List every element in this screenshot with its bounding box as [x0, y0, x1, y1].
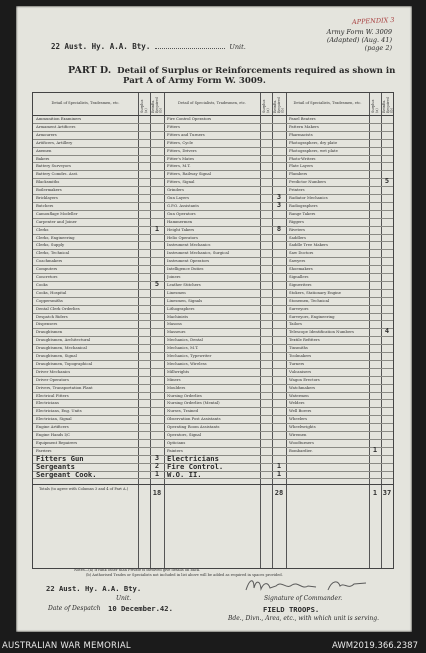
note-b: (b) Authorised Trades or Specialists not included in list above will be added as required in spaces provided.	[86, 572, 283, 577]
row-label: Driver Mechanics	[36, 368, 71, 374]
date-label: Date of Despatch	[48, 605, 101, 612]
row-label: Height Takers	[167, 226, 195, 232]
row-label: Fitters, Cycle	[167, 139, 193, 145]
row-label: Concretors	[36, 274, 58, 279]
row-label: Joiners	[167, 274, 181, 279]
row-label: Masseurs	[167, 329, 186, 335]
row-label: Turners	[289, 360, 305, 366]
row-label: Sawyers	[289, 258, 306, 264]
row-label: Artificers, Artillery	[36, 139, 73, 145]
row-label: Lithographers	[167, 305, 195, 311]
row-label: Hammermen	[167, 218, 193, 224]
row-label: Instrument Mechanics	[167, 242, 211, 248]
row-label: Linesmen, Signals	[167, 297, 203, 303]
row-label: Saw Doctors	[289, 250, 314, 256]
row-label: Mechanics, Typewriter	[167, 353, 212, 358]
typed-trade: Electricians	[167, 453, 219, 463]
row-label: Draughtsmen, Mechanical	[36, 345, 87, 351]
row-label: Operators, Signal	[167, 432, 202, 437]
date-value: 10 December.42.	[108, 604, 173, 613]
row-label: Wheelwrights	[289, 424, 316, 430]
row-label: Coachmakers	[36, 258, 63, 264]
row-label: Battery Comdrs. Asst.	[36, 171, 79, 177]
row-label: Ammunition Examiners	[36, 116, 82, 121]
row-label: Stokers, Stationary Engine	[289, 289, 341, 295]
row-label: Fitters	[167, 123, 180, 129]
row-label: Moulders	[167, 384, 186, 390]
row-label: Draughtsmen	[36, 329, 63, 335]
archive-reference: AWM2019.366.2387	[332, 641, 418, 651]
row-label: Mechanics, Wireless	[167, 360, 207, 366]
title-line-2: Part A of Army Form W. 3009.	[123, 76, 266, 86]
row-label: Fitter's Mates	[167, 155, 195, 161]
row-label: Welders	[289, 400, 305, 406]
row-label: Electricians, Eng. Units	[36, 408, 82, 414]
typed-reinforcements: 1	[276, 461, 282, 470]
row-label: Watermen	[289, 392, 309, 398]
row-label: Machinists	[167, 313, 189, 319]
form-ref-line: Army Form W. 3009	[326, 28, 392, 36]
form-ref-line: (Adapted) (Aug. 41)	[326, 36, 392, 44]
column-header-specialists: Detail of Specialists, Tradesmen, etc.	[51, 101, 120, 105]
row-label: Draughtsmen, Topographical	[36, 360, 93, 366]
gun-layers-reinforcements: 3	[276, 193, 282, 201]
row-label: Helio Operators	[167, 234, 198, 240]
row-label: Stonemen, Technical	[289, 297, 330, 303]
row-label: Printers	[289, 187, 305, 193]
row-label: Leather Stitchers	[167, 281, 201, 287]
row-label: Observation Post Assistants	[167, 416, 221, 422]
typed-reinforcements: 1	[154, 469, 160, 478]
clerks-reinforcements: 1	[154, 224, 160, 233]
row-label: Nurses, Trained	[167, 408, 199, 414]
row-label: Engine Hands I/C	[36, 432, 71, 437]
total-value: 18	[152, 489, 162, 498]
row-label: Masons	[167, 321, 182, 327]
row-label: Computers	[36, 266, 58, 272]
row-label: Coppersmiths	[36, 297, 63, 303]
row-label: Nursing Orderlies	[167, 392, 202, 398]
telescope-numbers-reinforcements: 4	[384, 327, 390, 336]
row-label: Bombardier.	[289, 447, 313, 453]
unit-label: Unit.	[229, 43, 246, 51]
bombardier-surplus: 1	[372, 445, 378, 454]
signature-label: Signature of Commander.	[264, 595, 343, 602]
appendix-annotation: APPENDIX 3	[351, 15, 395, 27]
row-label: Gun Operators	[167, 210, 196, 216]
row-label: Farriers	[36, 447, 52, 453]
form-ref-line: (page 2)	[364, 44, 392, 52]
column-header-surplus: Surplus (a)	[371, 99, 379, 113]
row-label: Instrument Mechanics, Surgical	[167, 250, 229, 256]
title-line-1: Detail of Surplus or Reinforcements required as shown in	[117, 66, 396, 76]
row-label: Well Borers	[289, 408, 312, 414]
row-label: Shoemakers	[289, 266, 313, 272]
row-label: Armament Artificers	[36, 123, 76, 129]
row-label: Telescope Identification Numbers	[289, 329, 354, 335]
row-label: Surveyors	[289, 305, 309, 311]
row-label: Armourers	[36, 131, 57, 137]
typed-reinforcements: 1	[276, 469, 282, 478]
row-label: Carpenter and Joiner	[36, 218, 77, 224]
row-label: Despatch Riders	[36, 313, 68, 319]
row-label: Fitters, Railway Signal	[167, 171, 211, 177]
row-label: Instrument Operators	[167, 258, 210, 264]
row-label: Predictor Numbers	[289, 179, 327, 185]
note-a: Notes—(a) If rank other than Private is involved give details on back.	[74, 568, 201, 572]
row-label: Bricklayers	[36, 195, 58, 200]
row-label: Boilermakers	[36, 187, 62, 193]
row-label: Miners	[167, 376, 181, 382]
row-label: Toolmakers	[289, 353, 312, 358]
height-takers-reinforcements: 8	[276, 224, 282, 233]
row-label: Fire Control Operators	[167, 116, 212, 121]
row-label: Cooks	[36, 281, 48, 287]
row-label: Draughtsmen, Signal	[36, 353, 77, 358]
row-label: Painters	[167, 447, 183, 453]
unit-line	[51, 42, 246, 51]
row-label: Clerks, Technical	[36, 250, 70, 256]
row-label: Electrician, Signal	[36, 416, 72, 422]
row-label: Fitters, Drivers	[167, 147, 197, 153]
row-label: Radiographers	[289, 202, 318, 208]
column-header-reinforcements: Reinfts. Required (b)	[382, 97, 394, 113]
row-label: G.P.O. Assistants	[167, 202, 199, 208]
row-label: Blacksmiths	[36, 179, 60, 185]
row-label: Plumbers	[289, 171, 308, 177]
row-label: Dispensers	[36, 321, 58, 327]
row-label: Clerks	[36, 226, 49, 232]
row-label: Pharmacists	[289, 131, 313, 137]
row-label: Axemen	[36, 147, 52, 153]
specialists-table	[32, 92, 394, 569]
row-label: Saddle Tree Makers	[289, 242, 328, 248]
typed-reinforcements: 2	[154, 461, 160, 470]
footer-unit-label: Unit.	[116, 595, 132, 602]
part-title	[68, 66, 398, 86]
row-label: Watchmakers	[289, 384, 316, 390]
row-label: Butchers	[36, 202, 54, 208]
row-label: Tinsmiths	[289, 345, 308, 351]
row-label: Bakers	[36, 155, 50, 161]
typed-trade: Fire Control.	[167, 461, 224, 471]
column-header-surplus: Surplus (a)	[140, 99, 148, 113]
footer-unit-value: 22 Aust. Hy. A.A. Bty.	[46, 584, 142, 593]
row-label: Nursing Orderlies (Mental)	[167, 400, 220, 406]
typed-reinforcements: 3	[154, 453, 160, 462]
commander-signature	[242, 576, 372, 596]
column-header-specialists: Detail of Specialists, Tradesmen, etc.	[293, 101, 362, 105]
row-label: Surveyors, Engineering	[289, 313, 335, 319]
part-label: PART D.	[68, 65, 112, 76]
total-value: 1	[372, 489, 378, 498]
row-label: Fitters, M.T.	[167, 163, 191, 169]
row-label: Dental Clerk Orderlies	[36, 305, 80, 311]
form-reference	[327, 28, 392, 52]
column-header-reinforcements: Reinfts. Required (b)	[273, 97, 285, 113]
cooks-reinforcements: 5	[154, 279, 160, 288]
row-label: Wagon Erectors	[289, 376, 320, 382]
form-sheet	[16, 6, 412, 632]
row-label: Tailors	[289, 321, 302, 327]
row-label: Grinders	[167, 187, 184, 193]
column-divider	[164, 93, 165, 568]
row-label: Range Takers	[289, 210, 316, 216]
row-label: Photo-Writers	[289, 155, 316, 161]
row-divider	[33, 478, 393, 479]
row-label: Pattern Makers	[289, 123, 319, 129]
row-label: Electrical Fitters	[36, 392, 69, 398]
row-label: Wiremen	[289, 432, 307, 437]
row-label: Panel Beaters	[289, 116, 316, 121]
row-label: Gun Layers	[167, 195, 190, 200]
row-label: Driver Operators	[36, 376, 69, 382]
column-header-reinforcements: Reinfts. Required (b)	[151, 97, 163, 113]
typed-trade: Fitters Gun	[36, 453, 84, 463]
row-label: Fitters, Signal	[167, 179, 195, 185]
totals-divider	[33, 484, 393, 485]
row-label: Battery Surveyors	[36, 163, 71, 169]
row-label: Mechanics, M.T.	[167, 345, 199, 351]
row-label: Photographers, wet plate	[289, 147, 338, 153]
total-value: 28	[274, 489, 284, 498]
row-label: Cooks, Hospital	[36, 289, 67, 295]
archive-caption: AUSTRALIAN WAR MEMORIAL	[2, 641, 131, 651]
row-label: Operating Room Assistants	[167, 424, 220, 430]
row-label: Draughtsmen, Architectural	[36, 337, 91, 343]
row-label: Wheelers	[289, 416, 308, 422]
row-label: Millwrights	[167, 368, 190, 374]
totals-label: Totals (to agree with Columns 3 and 4 of Part A.)	[39, 487, 129, 492]
row-label: Saddlers	[289, 234, 306, 240]
typed-trade: Sergeants	[36, 461, 75, 471]
row-label: Mechanics, Dental	[167, 337, 203, 343]
row-label: Camouflage Modeller	[36, 210, 78, 216]
row-label: Fitters and Turners	[167, 131, 205, 137]
row-label: Drivers, Transportation Plant	[36, 384, 93, 390]
unit-value: 22 Aust. Hy. A.A. Bty.	[51, 42, 151, 51]
row-label: Vulcanisers	[289, 368, 312, 374]
row-label: Signwriters	[289, 281, 312, 287]
area-value: FIELD TROOPS.	[263, 605, 320, 614]
row-label: Clerks, Engineering	[36, 234, 75, 240]
row-label: Electricians	[36, 400, 59, 406]
row-label: Textile Refitters	[289, 337, 320, 343]
row-label: Signallers	[289, 274, 309, 279]
row-label: Photographers, dry plate	[289, 139, 338, 145]
row-label: Opticians	[167, 439, 186, 445]
row-label: Linesmen	[167, 289, 186, 295]
row-label: Plate Layers	[289, 163, 313, 169]
gpo-assistants-reinforcements: 3	[276, 200, 282, 209]
row-label: Engine Artificers	[36, 424, 69, 430]
column-divider	[138, 93, 139, 568]
column-header-surplus: Surplus (a)	[262, 99, 270, 113]
column-header-specialists: Detail of Specialists, Tradesmen, etc.	[178, 101, 246, 105]
row-label: Radiator Mechanics	[289, 195, 328, 200]
typed-trade: Sergeant Cook.	[36, 469, 97, 479]
row-label: Equipment Repairers	[36, 439, 78, 445]
area-label: Bde., Divn., Area, etc., with which unit is serving.	[228, 615, 379, 622]
row-label: Riggers	[289, 218, 304, 224]
typed-trade: W.O. II.	[167, 469, 202, 479]
row-label: Riveters	[289, 226, 306, 232]
row-label: Clerks, Supply	[36, 242, 65, 248]
predictor-numbers-reinforcements: 5	[384, 177, 390, 186]
column-divider	[286, 93, 287, 568]
row-label: Intelligence Duties	[167, 266, 204, 272]
row-label: Woodturners	[289, 439, 314, 445]
total-value: 37	[382, 489, 392, 498]
